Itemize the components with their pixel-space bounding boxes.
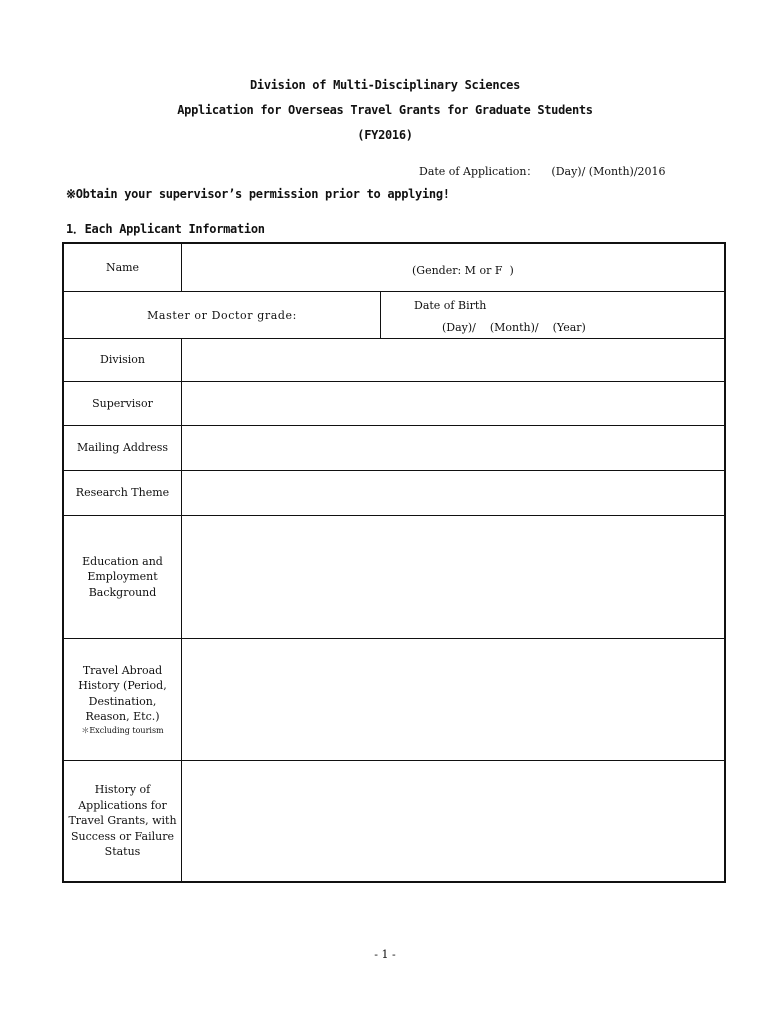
date-of-application: Date of Application： (Day)/ (Month)/2016 — [419, 165, 666, 178]
grant-history-label: History of Applications for Travel Grants, with Success or Failure Status — [64, 761, 182, 881]
row-grant-history — [64, 761, 724, 881]
research-theme-field[interactable] — [182, 471, 724, 515]
division-label: Division — [64, 339, 182, 381]
education-label: Education and Employment Background — [64, 516, 182, 638]
supervisor-field[interactable] — [182, 382, 724, 425]
row-supervisor — [64, 382, 724, 426]
mailing-address-label: Mailing Address — [64, 426, 182, 470]
education-field[interactable] — [182, 516, 724, 638]
row-division — [64, 339, 724, 382]
division-field[interactable] — [182, 339, 724, 381]
page-number: - 1 - — [374, 948, 396, 961]
document-title: Division of Multi-Disciplinary Sciences — [249, 78, 521, 92]
grade-label: Master or Doctor grade: — [147, 308, 297, 322]
travel-history-note: ＊Excluding tourism — [81, 725, 164, 735]
travel-history-field[interactable] — [182, 639, 724, 760]
permission-notice: ※Obtain your supervisor’s permission prior to applying! — [66, 187, 450, 201]
dob-format: (Day)/ (Month)/ (Year) — [442, 321, 586, 334]
supervisor-label: Supervisor — [64, 382, 182, 425]
row-education — [64, 516, 724, 639]
mailing-address-field[interactable] — [182, 426, 724, 470]
grant-history-field[interactable] — [182, 761, 724, 881]
gender-hint: (Gender: M or F ) — [412, 264, 514, 277]
row-research-theme — [64, 471, 724, 516]
document-subtitle: Application for Overseas Travel Grants for Graduate Students — [177, 103, 593, 117]
section-title: 1．Each Applicant Information — [66, 222, 265, 236]
row-mailing-address — [64, 426, 724, 471]
travel-history-label-cell — [64, 639, 182, 760]
research-theme-label: Research Theme — [64, 471, 182, 515]
travel-history-label: Travel Abroad History (Period, Destination, Reason, Etc.) — [78, 663, 167, 723]
grade-field[interactable] — [64, 292, 381, 338]
row-travel-history — [64, 639, 724, 761]
name-label: Name — [64, 244, 182, 291]
row-grade-dob — [64, 292, 724, 339]
applicant-form-table — [62, 242, 726, 883]
dob-label: Date of Birth — [414, 299, 487, 312]
fiscal-year: (FY2016) — [357, 128, 413, 142]
row-name — [64, 244, 724, 292]
name-field[interactable] — [182, 244, 724, 291]
